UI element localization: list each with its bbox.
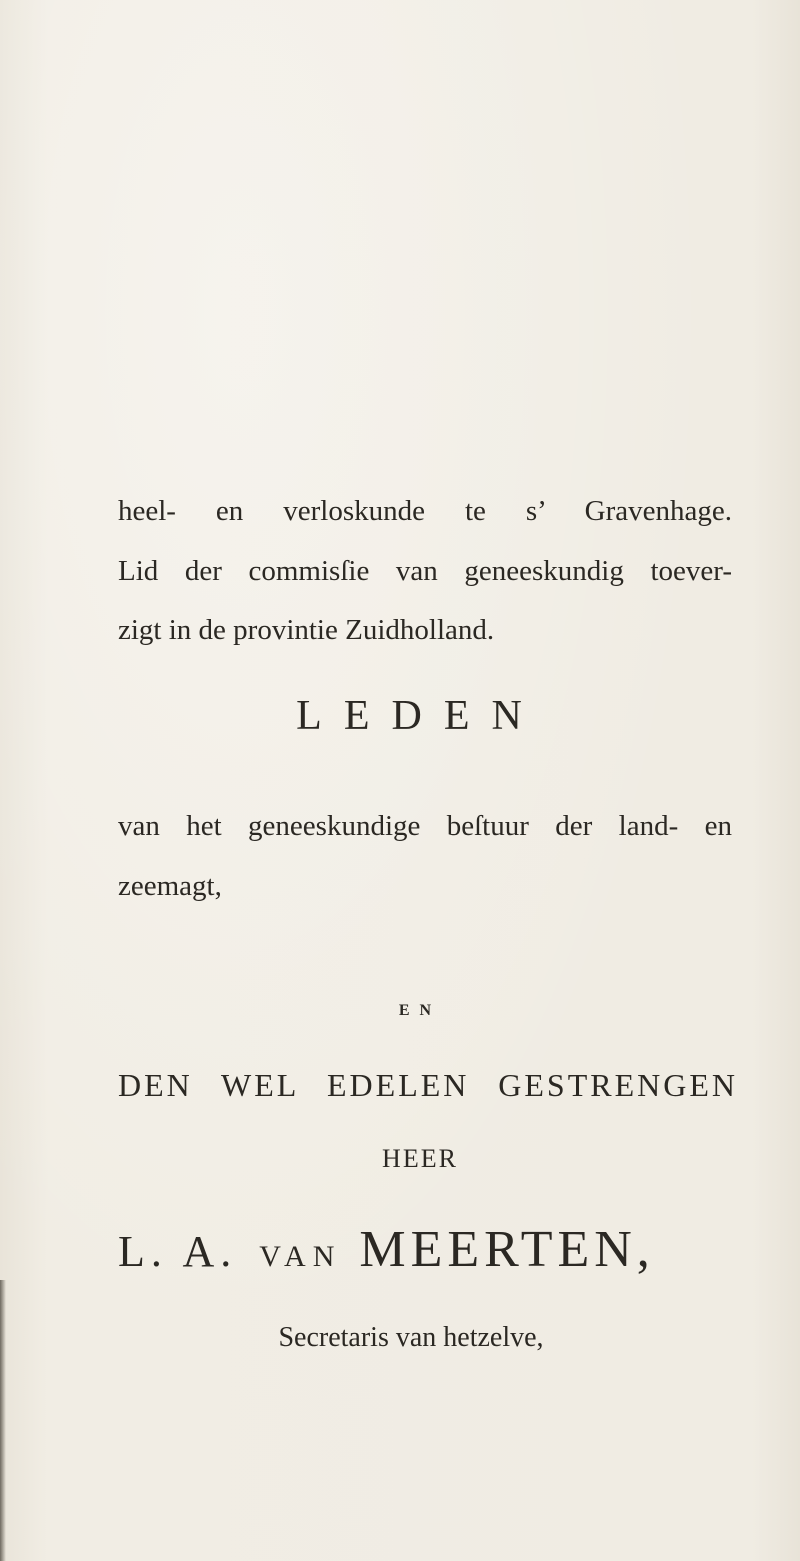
- secretaris-line: Secretaris van hetzelve,: [278, 1322, 544, 1353]
- text-line-3: zigt in de provintie Zuidholland.: [118, 614, 495, 646]
- leden-description-line-1: van het geneeskundige beſtuur der land- en: [118, 810, 732, 842]
- conjunction-en: EN: [398, 1002, 442, 1019]
- heer-line: HEER: [382, 1144, 458, 1173]
- text-line-2: Lid der commisſie van geneeskundig toever-: [118, 555, 732, 587]
- name-line: [118, 1220, 738, 1279]
- heading-leden: LEDEN: [296, 693, 544, 739]
- text-line-1: heel- en verloskunde te s’ Gravenhage.: [118, 495, 732, 527]
- name-surname: MEERTEN,: [359, 1221, 655, 1278]
- name-van: VAN: [259, 1240, 342, 1273]
- name-initials: L. A.: [118, 1227, 238, 1276]
- honorific-line: DEN WEL EDELEN GESTRENGEN: [118, 1067, 738, 1103]
- leden-description-line-2: zeemagt,: [118, 870, 222, 902]
